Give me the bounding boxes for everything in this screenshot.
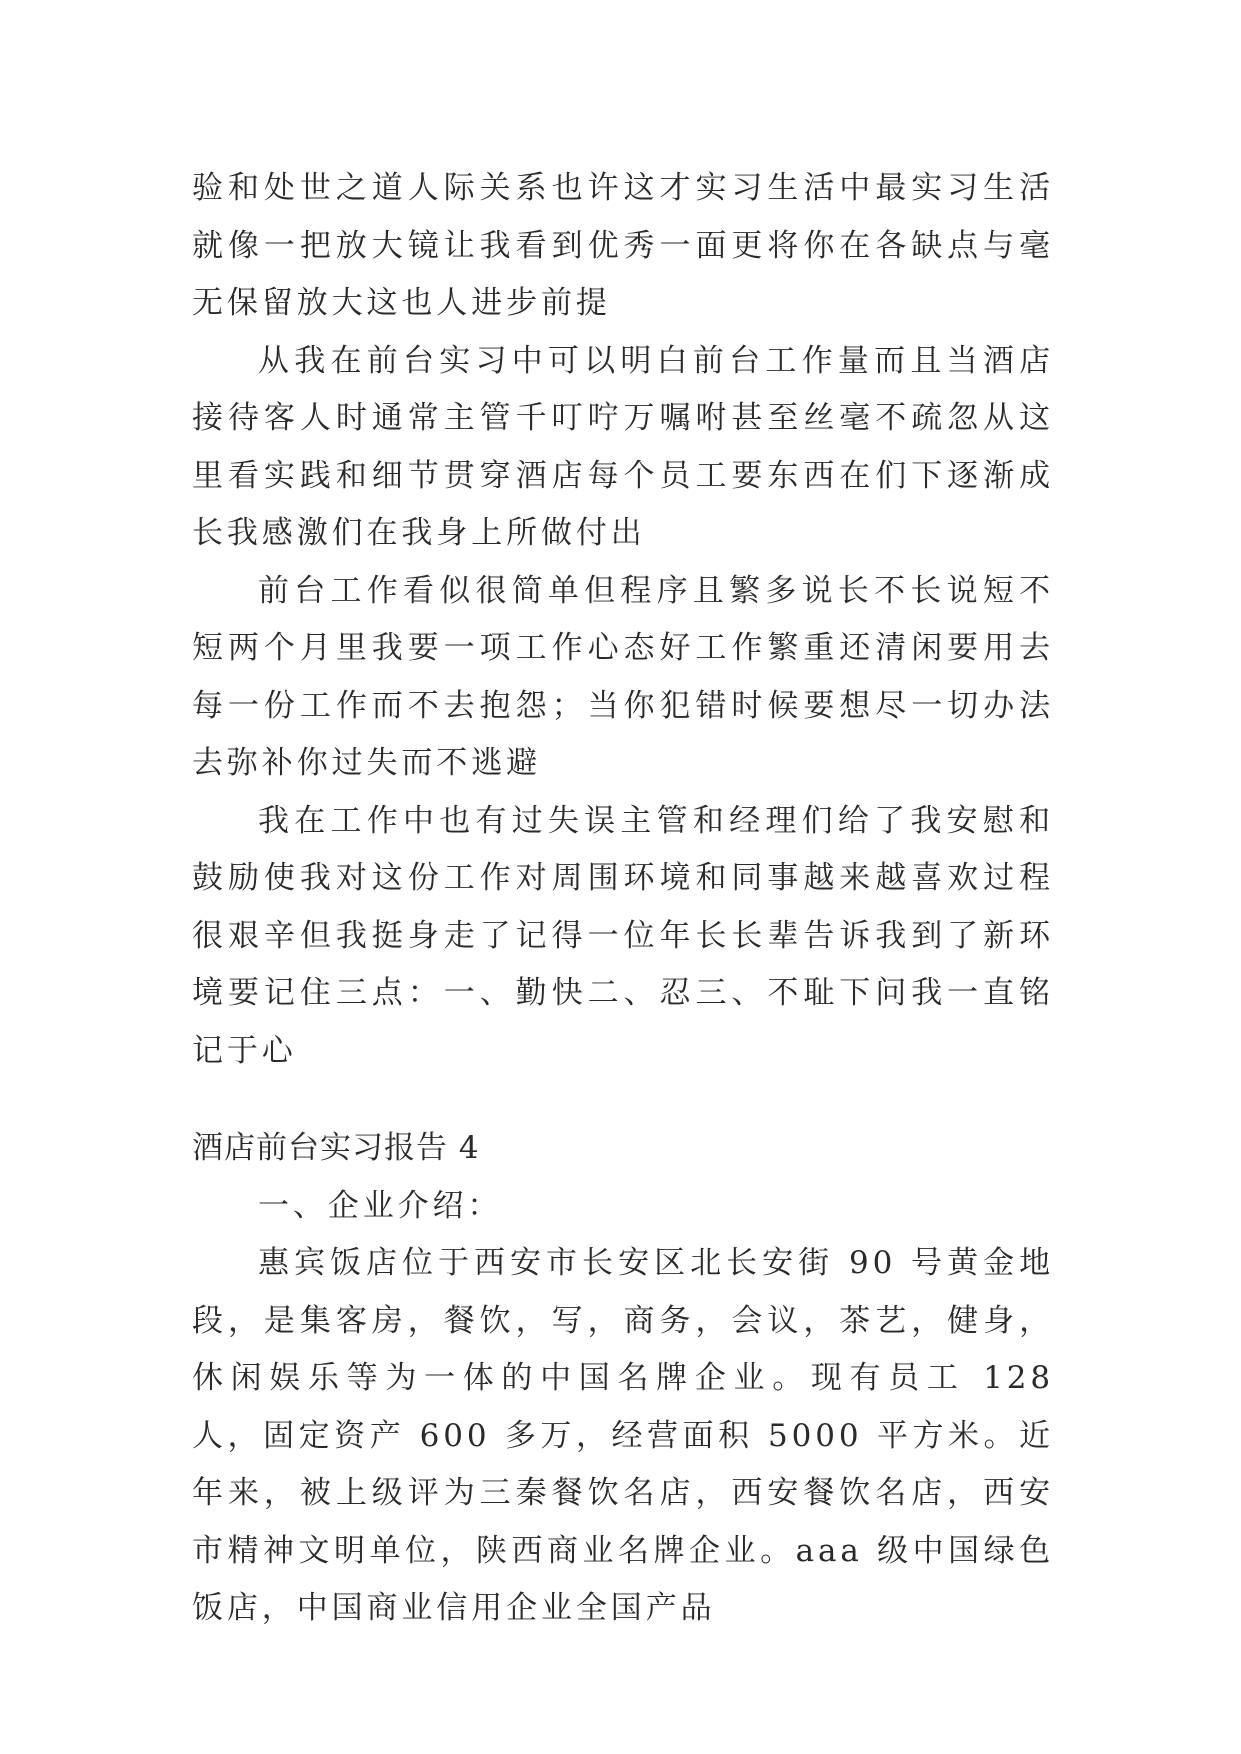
paragraph-3: 前台工作看似很简单但程序且繁多说长不长说短不短两个月里我要一项工作心态好工作繁重还清闲要用去每一份工作而不去抱怨；当你犯错时候要想尽一切办法去弥补你过失而不逃避 [192, 572, 1054, 781]
section-subtitle: 一、企业介绍： [258, 1187, 503, 1224]
paragraph-4: 我在工作中也有过失误主管和经理们给了我安慰和鼓励使我对这份工作对周围环境和同事越来越喜欢过程很艰辛但我挺身走了记得一位年长长辈告诉我到了新环境要记住三点：一、勤快二、忍三、不耻下问我一直铭记于心 [192, 802, 1054, 1069]
section-spacer [192, 1080, 1054, 1120]
paragraph-5: 惠宾饭店位于西安市长安区北长安街 90 号黄金地段，是集客房，餐饮，写，商务，会议，茶艺，健身，休闲娱乐等为一体的中国名牌企业。现有员工 128 人，固定资产 600 多万，经营面积 5000 平方米。近年来，被上级评为三秦餐饮名店，西安餐饮名店，西安市精神文明单位，陕西商业名牌企业。aaa 级中国绿色饭店，中国商业信用企业全国产品 [192, 1245, 1054, 1626]
paragraph-2: 从我在前台实习中可以明白前台工作量而且当酒店接待客人时通常主管千叮咛万嘱咐甚至丝毫不疏忽从这里看实践和细节贯穿酒店每个员工要东西在们下逐渐成长我感激们在我身上所做付出 [192, 342, 1054, 551]
paragraph-1: 验和处世之道人际关系也许这才实习生活中最实习生活就像一把放大镜让我看到优秀一面更将你在各缺点与毫无保留放大这也人进步前提 [192, 170, 1054, 321]
section-title: 酒店前台实习报告 4 [192, 1130, 480, 1166]
document-body [192, 160, 1054, 1638]
